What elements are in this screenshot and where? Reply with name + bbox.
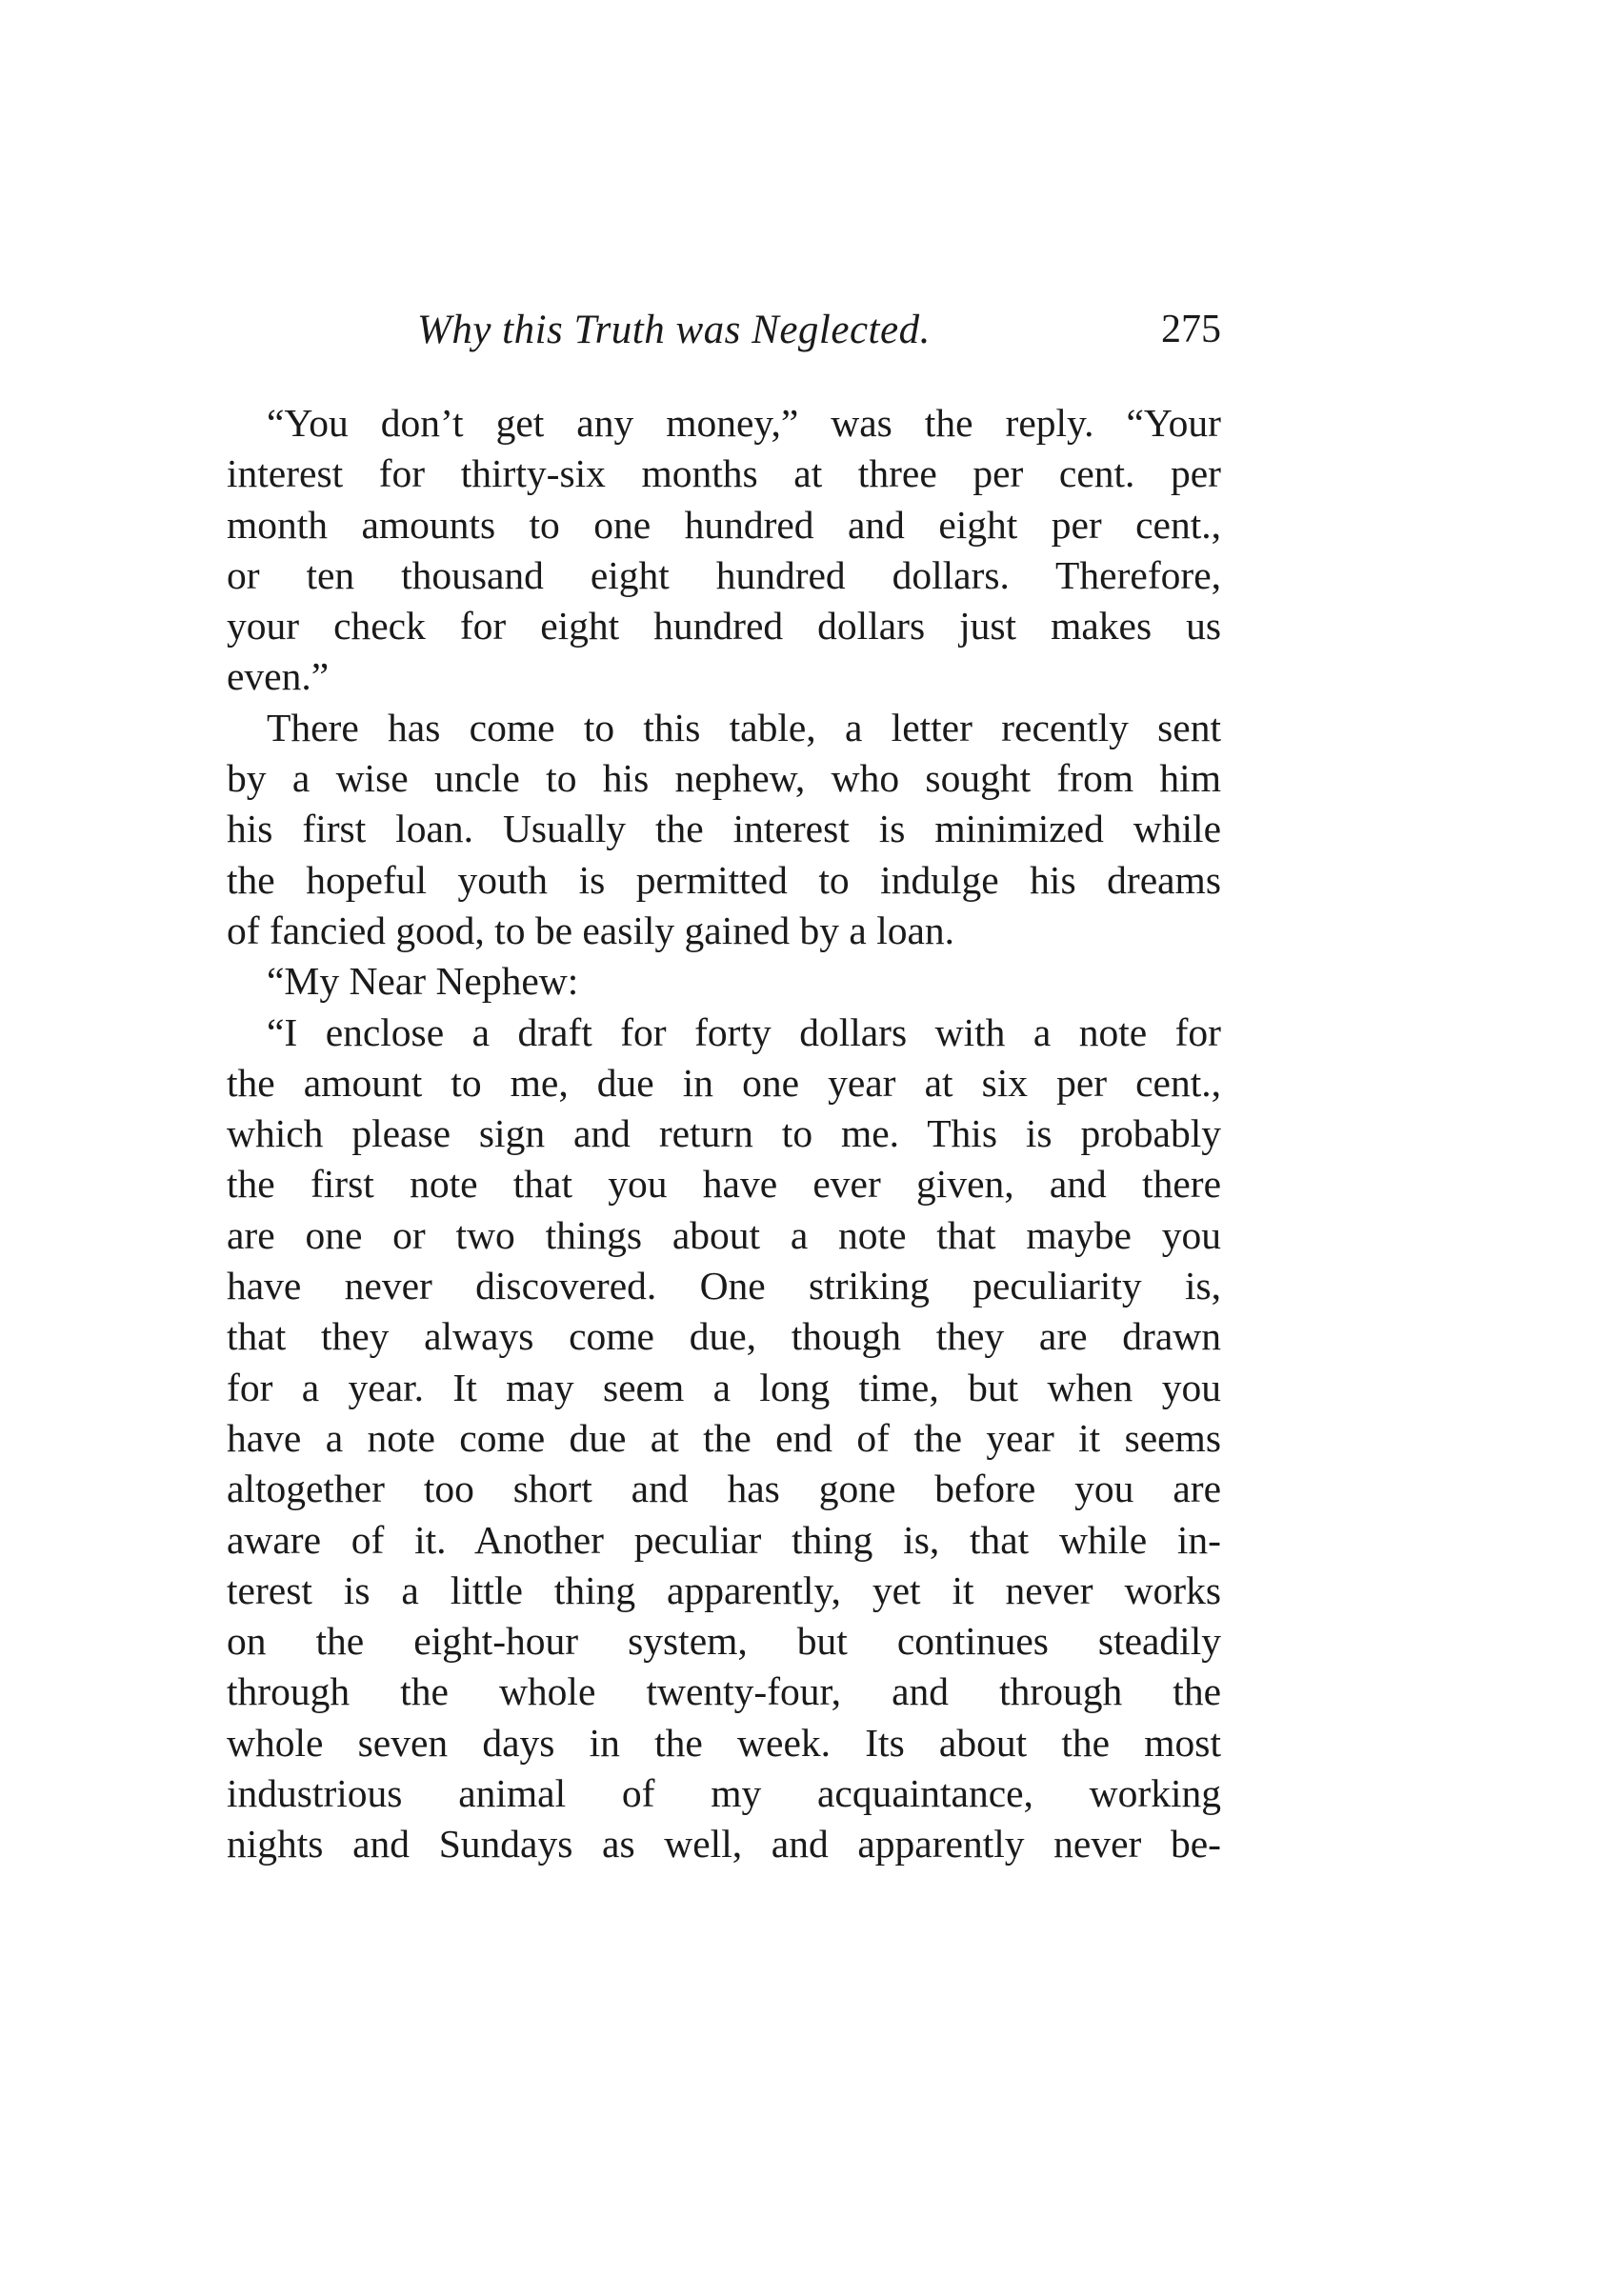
text-line: by a wise uncle to his nephew, who sought from him [227, 756, 1221, 801]
text-line: interest for thirty-six months at three per cent. per [227, 451, 1221, 496]
text-line: “I enclose a draft for forty dollars with a note for [267, 1009, 1221, 1054]
text-line: altogether too short and has gone before you are [227, 1467, 1221, 1511]
text-line: have a note come due at the end of the year it seems [227, 1415, 1221, 1460]
text-line: whole seven days in the week. Its about the most [227, 1720, 1221, 1765]
text-line: terest is a little thing apparently, yet it never works [227, 1567, 1221, 1612]
text-line: the amount to me, due in one year at six per cent., [227, 1060, 1221, 1105]
text-line: of fancied good, to be easily gained by a loan. [227, 908, 955, 952]
text-line: through the whole twenty-four, and through the [227, 1669, 1221, 1714]
text-line: which please sign and return to me. This is probably [227, 1111, 1221, 1156]
text-line: your check for eight hundred dollars just makes us [227, 604, 1221, 649]
text-line: the first note that you have ever given, and there [227, 1162, 1221, 1207]
running-title: Why this Truth was Neglected. [417, 308, 931, 352]
text-line: his first loan. Usually the interest is minimized while [227, 807, 1221, 851]
text-line: that they always come due, though they are drawn [227, 1314, 1221, 1359]
text-line: on the eight-hour system, but continues steadily [227, 1619, 1221, 1664]
body-text [227, 398, 1221, 1870]
text-line: or ten thousand eight hundred dollars. Therefore, [227, 552, 1221, 597]
text-line: “You don’t get any money,” was the reply. “Your [267, 401, 1221, 445]
text-line: are one or two things about a note that maybe you [227, 1212, 1221, 1257]
page-number: 275 [1161, 308, 1221, 351]
text-line: nights and Sundays as well, and apparently never be- [227, 1822, 1221, 1867]
text-line: month amounts to one hundred and eight per cent., [227, 502, 1221, 547]
text-line: for a year. It may seem a long time, but when you [227, 1365, 1221, 1409]
running-head [227, 307, 1221, 364]
text-line: even.” [227, 654, 330, 699]
text-line: have never discovered. One striking peculiarity is, [227, 1264, 1221, 1308]
text-line: industrious animal of my acquaintance, working [227, 1771, 1221, 1816]
text-line: “My Near Nephew: [267, 959, 579, 1004]
text-line: There has come to this table, a letter recently sent [267, 705, 1221, 749]
text-line: aware of it. Another peculiar thing is, that while in- [227, 1517, 1221, 1562]
text-line: the hopeful youth is permitted to indulge his dreams [227, 857, 1221, 902]
